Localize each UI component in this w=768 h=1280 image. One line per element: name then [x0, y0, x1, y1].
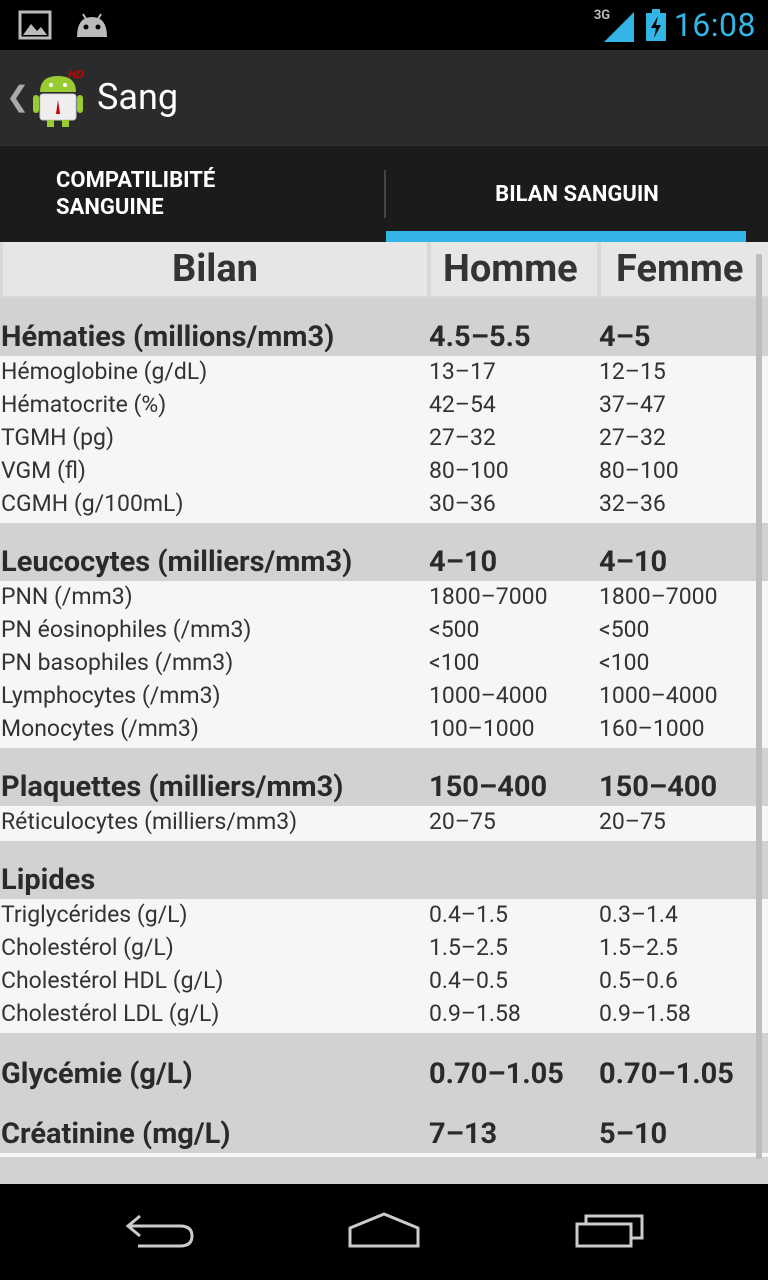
row-name: Monocytes (/mm3)	[1, 715, 199, 742]
recent-apps-icon[interactable]	[574, 1210, 646, 1250]
row-value-homme: 1.5–2.5	[429, 934, 508, 961]
header-homme: Homme	[431, 242, 597, 296]
row-name: Cholestérol HDL (g/L)	[1, 967, 224, 994]
group-label: Plaquettes (milliers/mm3)	[1, 770, 344, 804]
table-row	[0, 358, 768, 391]
group-header-row	[0, 1033, 768, 1093]
bilan-table[interactable]	[0, 242, 768, 1184]
row-value-femme: 80–100	[599, 457, 679, 484]
table-row	[0, 901, 768, 934]
group-value-femme: 150–400	[599, 770, 718, 804]
group-value-femme: 0.70–1.05	[599, 1057, 734, 1091]
android-notification-icon	[74, 11, 110, 39]
table-header	[0, 242, 768, 298]
tab-bilan-sanguin[interactable]	[386, 146, 768, 242]
row-name: TGMH (pg)	[1, 424, 114, 451]
signal-icon	[593, 6, 638, 44]
row-name: PN éosinophiles (/mm3)	[1, 616, 252, 643]
row-name: Cholestérol LDL (g/L)	[1, 1000, 220, 1027]
table-row	[0, 616, 768, 649]
tab-label-line2: SANGUINE	[56, 195, 164, 220]
row-name: PNN (/mm3)	[1, 583, 133, 610]
group-label: Créatinine (mg/L)	[1, 1117, 231, 1151]
table-row	[0, 490, 768, 523]
row-name: VGM (fl)	[1, 457, 86, 484]
svg-text:HD: HD	[68, 70, 84, 81]
table-row	[0, 424, 768, 457]
tab-label: BILAN SANGUIN	[495, 181, 659, 207]
page-title: Sang	[97, 76, 179, 118]
group-value-femme: 5–10	[599, 1117, 668, 1151]
row-value-homme: 0.4–0.5	[429, 967, 508, 994]
gallery-notification-icon	[18, 10, 52, 40]
up-caret-icon[interactable]: ❮	[6, 80, 30, 113]
row-name: Cholestérol (g/L)	[1, 934, 174, 961]
row-value-homme: 80–100	[429, 457, 509, 484]
clock: 16:08	[673, 6, 756, 44]
tab-label-line1: COMPATILIBITÉ	[56, 168, 216, 193]
scrollbar[interactable]	[756, 254, 762, 1159]
row-value-femme: 32–36	[599, 490, 666, 517]
group-value-homme: 4.5–5.5	[429, 320, 531, 354]
row-name: Hématocrite (%)	[1, 391, 167, 418]
group-header-row	[0, 523, 768, 581]
row-value-femme: 0.3–1.4	[599, 901, 678, 928]
tab-compatibilite-sanguine[interactable]	[0, 146, 384, 242]
row-value-homme: 0.9–1.58	[429, 1000, 521, 1027]
row-value-femme: 1000–4000	[599, 682, 718, 709]
row-value-femme: 37–47	[599, 391, 666, 418]
group-value-homme: 4–10	[429, 545, 498, 579]
row-value-homme: <100	[429, 649, 480, 676]
row-value-femme: 0.9–1.58	[599, 1000, 691, 1027]
group-header-row	[0, 1093, 768, 1153]
row-value-homme: 13–17	[429, 358, 496, 385]
row-name: Triglycérides (g/L)	[1, 901, 188, 928]
row-name: PN basophiles (/mm3)	[1, 649, 234, 676]
row-name: CGMH (g/100mL)	[1, 490, 184, 517]
table-row	[0, 649, 768, 682]
table-row	[0, 808, 768, 841]
row-name: Hémoglobine (g/dL)	[1, 358, 208, 385]
row-value-femme: <100	[599, 649, 650, 676]
navigation-bar	[0, 1184, 768, 1280]
row-name: Lymphocytes (/mm3)	[1, 682, 221, 709]
network-type-label: 3G	[593, 8, 611, 23]
row-value-homme: 42–54	[429, 391, 496, 418]
group-label: Leucocytes (milliers/mm3)	[1, 545, 353, 579]
row-name: Réticulocytes (milliers/mm3)	[1, 808, 298, 835]
group-value-homme: 150–400	[429, 770, 548, 804]
table-row	[0, 934, 768, 967]
tab-bar	[0, 146, 768, 242]
back-icon[interactable]	[124, 1210, 196, 1250]
status-bar	[0, 0, 768, 50]
header-femme: Femme	[601, 242, 768, 296]
group-label: Glycémie (g/L)	[1, 1057, 193, 1091]
group-value-femme: 4–10	[599, 545, 668, 579]
row-value-femme: 27–32	[599, 424, 666, 451]
tab-selected-indicator	[386, 231, 746, 242]
row-value-homme: 1000–4000	[429, 682, 548, 709]
row-value-femme: 1800–7000	[599, 583, 718, 610]
table-row	[0, 715, 768, 748]
group-header-row	[0, 1157, 768, 1184]
group-label: Lipides	[1, 863, 96, 897]
group-value-femme: 4–5	[599, 320, 651, 354]
row-value-femme: <500	[599, 616, 650, 643]
row-value-homme: 0.4–1.5	[429, 901, 508, 928]
table-row	[0, 1000, 768, 1033]
table-row	[0, 457, 768, 490]
row-value-femme: 20–75	[599, 808, 666, 835]
header-bilan: Bilan	[3, 242, 427, 296]
row-value-homme: 100–1000	[429, 715, 535, 742]
app-logo-icon[interactable]	[30, 70, 86, 128]
table-row	[0, 391, 768, 424]
group-value-homme: 7–13	[429, 1117, 498, 1151]
battery-icon	[644, 8, 668, 42]
action-bar	[0, 50, 768, 146]
row-value-femme: 12–15	[599, 358, 666, 385]
row-value-femme: 1.5–2.5	[599, 934, 678, 961]
table-row	[0, 583, 768, 616]
row-value-homme: 27–32	[429, 424, 496, 451]
row-value-homme: 30–36	[429, 490, 496, 517]
group-label: Hématies (millions/mm3)	[1, 320, 335, 354]
table-row	[0, 967, 768, 1000]
home-icon[interactable]	[346, 1210, 422, 1250]
row-value-homme: 20–75	[429, 808, 496, 835]
group-value-homme: 0.70–1.05	[429, 1057, 564, 1091]
table-row	[0, 682, 768, 715]
group-header-row	[0, 841, 768, 899]
row-value-femme: 0.5–0.6	[599, 967, 678, 994]
row-value-femme: 160–1000	[599, 715, 705, 742]
group-header-row	[0, 298, 768, 356]
row-value-homme: <500	[429, 616, 480, 643]
row-value-homme: 1800–7000	[429, 583, 548, 610]
group-header-row	[0, 748, 768, 806]
